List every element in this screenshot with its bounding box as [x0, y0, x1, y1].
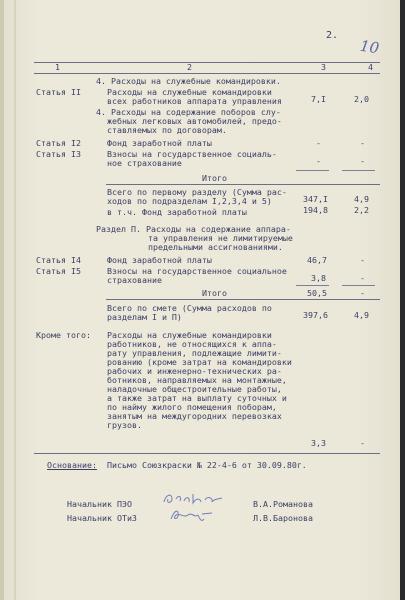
row-text-line: по найму жилого помещения поборам, [107, 402, 277, 412]
row-text-line: всех работников аппарата управления [107, 96, 282, 106]
row-text-line: работников, не относящихся к аппа- [107, 339, 277, 349]
row-col4-value: - [360, 273, 365, 283]
row-text-line: предельными ассигнованиями. [148, 242, 283, 252]
row-total-label: Итого [202, 288, 227, 298]
subtotal-rule-col3 [296, 285, 329, 286]
header-top-rule [34, 62, 380, 63]
column-header-3: 3 [321, 62, 326, 72]
row-text-line: грузов. [107, 420, 142, 430]
row-col3-value: 46,7 [307, 255, 327, 265]
row-col4-value: - [360, 138, 365, 148]
row-text-line: ходов по подразделам I,2,3,4 и 5) [107, 196, 272, 206]
row-text-line: Расходы на служебные командировки [107, 87, 272, 97]
row-col3-value: 7,I [311, 94, 326, 104]
row-col4-value: - [360, 288, 365, 298]
handwritten-sheet-number: 10 [358, 36, 381, 58]
row-text-line: 4. Расходы на служебные командировки. [96, 76, 281, 86]
row-text-line: Взносы на государственное социаль- [107, 149, 277, 159]
row-article: Статья I2 [36, 138, 81, 148]
row-total-label: Итого [202, 173, 227, 183]
row-text-line: разделам I и П) [107, 312, 182, 322]
row-col3-value: 3,8 [311, 273, 326, 283]
row-text-line: Всего по первому разделу (Сумма рас- [107, 187, 287, 197]
row-text-line: ставляемых по договорам. [107, 125, 227, 135]
row-col4-value: 2,2 [354, 205, 369, 215]
row-section-heading: Раздел П. Расходы на содержание аппара- [96, 224, 291, 234]
row-col3-value: 347,I [303, 194, 328, 204]
signatory-title-otiz: Начальник ОТиЗ [67, 513, 137, 523]
column-header-2: 2 [187, 62, 192, 72]
subtotal-rule-col4 [342, 170, 375, 171]
row-text-line: рованию (кроме затрат на командировки [107, 357, 292, 367]
row-col4-value: 4,9 [354, 194, 369, 204]
row-col3-value: 3,3 [311, 438, 326, 448]
row-text-line: та управления не лимитируемые [148, 233, 293, 243]
row-text-line: жебных легковых автомобилей, предо- [107, 116, 282, 126]
total-rule [106, 299, 380, 300]
row-col3-value: 50,5 [307, 288, 327, 298]
row-text-line: страхование [107, 275, 162, 285]
page-edge [0, 0, 4, 600]
row-col3-value: 194,8 [303, 205, 328, 215]
row-col4-value: - [360, 255, 365, 265]
row-text-line: Взносы на государственное социальное [107, 266, 287, 276]
row-col4-value: - [360, 438, 365, 448]
row-article: Кроме того: [36, 330, 91, 340]
row-article: Статья I5 [36, 266, 81, 276]
row-text-line: а также затрат на выплату суточных и [107, 393, 287, 403]
header-bottom-rule [34, 73, 380, 74]
row-text-line: Фонд заработной платы [107, 138, 212, 148]
total-rule [106, 184, 380, 185]
row-text-line: рату управления, подлежащие лимити- [107, 348, 282, 358]
column-header-4: 4 [368, 62, 373, 72]
signatory-name-otiz: Л.В.Баронова [253, 513, 313, 523]
subtotal-rule-col3 [296, 170, 329, 171]
row-article: Статья II [36, 87, 81, 97]
row-text-line: ботников, направляемых на монтажные, [107, 375, 287, 385]
row-text-line: Фонд заработной платы [107, 255, 212, 265]
row-text-line: занятым на междугородних перевозках [107, 411, 282, 421]
row-article: Статья I3 [36, 149, 81, 159]
row-col3-value: 397,6 [303, 310, 328, 320]
row-text-line: 4. Расходы на содержание поборов слу- [96, 107, 281, 117]
row-text-line: ное страхование [107, 158, 182, 168]
row-col4-value: 2,0 [354, 94, 369, 104]
row-text-line: Всего по смете (Сумма расходов по [107, 303, 272, 313]
row-text-line: в т.ч. Фонд заработной платы [107, 207, 247, 217]
column-header-1: 1 [55, 62, 60, 72]
row-article: Статья I4 [36, 255, 81, 265]
row-col4-value: - [360, 156, 365, 166]
row-text-line: Расходы на служебные командировки [107, 330, 272, 340]
row-col4-value: 4,9 [354, 310, 369, 320]
page-number: 2. [326, 30, 339, 41]
table-bottom-rule [34, 453, 380, 454]
signatory-title-peo: Начальник ПЭО [67, 499, 132, 509]
row-col3-value: - [316, 156, 321, 166]
page-fold-line [14, 0, 16, 600]
basis-text: Письмо Союзкраски № 22-4-6 от 30.09.80г. [107, 460, 307, 470]
row-text-line: наладочные общестроительные работы, [107, 384, 282, 394]
row-text-line: рабочих и инженерно-технических ра- [107, 366, 282, 376]
handwritten-signature-otiz [168, 506, 218, 524]
subtotal-rule-col4 [342, 285, 375, 286]
signatory-name-peo: В.А.Романова [253, 499, 313, 509]
row-col3-value: - [316, 138, 321, 148]
basis-label: Основание: [47, 460, 97, 470]
